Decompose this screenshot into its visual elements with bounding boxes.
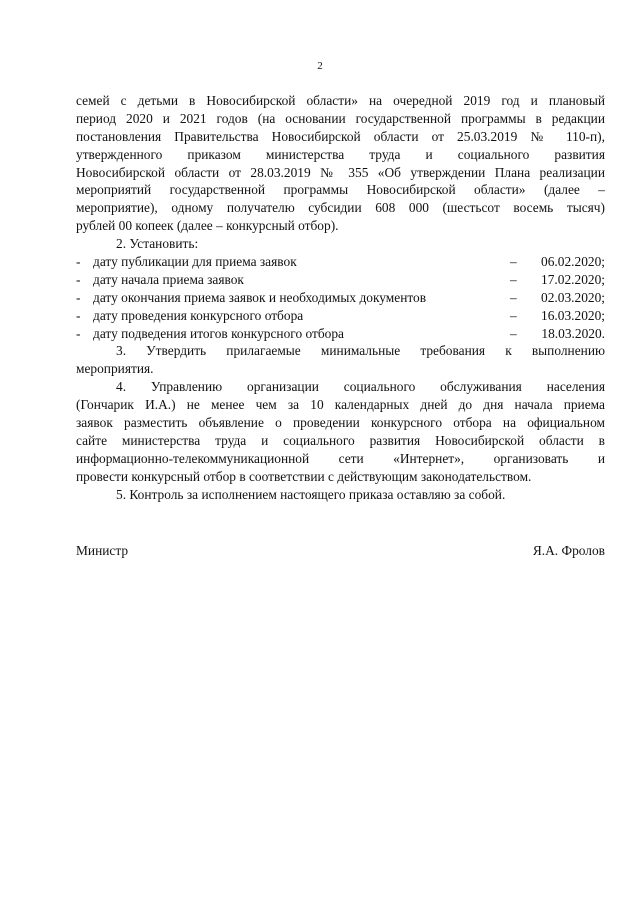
text-line: (Гончарик И.А.) не менее чем за 10 календарных дней до дня начала приема [76, 397, 605, 413]
item-3-paragraph [76, 342, 605, 378]
text-line: провести конкурсный отбор в соответствии с действующим законодательством. [76, 468, 532, 484]
text-line: семей с детьми в Новосибирской области» на очередной 2019 год и плановый [76, 93, 605, 108]
dash-separator: – [510, 271, 517, 287]
dash-separator: – [510, 307, 517, 323]
document-body [76, 92, 605, 503]
dash-bullet: - [76, 307, 81, 323]
date-row-publication [76, 253, 605, 271]
text-line: мероприятия. [76, 361, 154, 377]
text-line: сайте министерства труда и социального развития Новосибирской области в [76, 432, 605, 448]
signatory-position: Министр [76, 543, 129, 558]
dates-list [76, 253, 605, 342]
item-5-paragraph: 5. Контроль за исполнением настоящего приказа оставляю за собой. [116, 486, 506, 502]
date-row-selection [76, 307, 605, 325]
text-line: Новосибирской области от 28.03.2019 № 355 «Об утверждении Плана реализации [76, 164, 605, 180]
text-line: мероприятие), одному получателю субсидии 608 000 (шестьсот восемь тысяч) [76, 200, 605, 216]
date-row-end [76, 289, 605, 307]
date-label: дату проведения конкурсного отбора [93, 307, 304, 323]
date-value: 02.03.2020; [541, 289, 605, 305]
text-line: информационно-телекоммуникационной сети «Интернет», организовать и [76, 450, 605, 466]
text-line: 4. Управлению организации социального обслуживания населения [116, 379, 605, 395]
date-value: 18.03.2020. [541, 325, 605, 341]
date-label: дату подведения итогов конкурсного отбора [93, 325, 345, 341]
intro-paragraph [76, 92, 605, 235]
text-line: мероприятий государственной программы Новосибирской области» (далее – [76, 182, 605, 198]
date-row-results [76, 325, 605, 343]
text-line: 3. Утвердить прилагаемые минимальные требования к выполнению [116, 343, 605, 359]
signatory-name: Я.А. Фролов [532, 543, 605, 558]
text-line: постановления Правительства Новосибирской области от 25.03.2019 № 110-п), [76, 128, 605, 144]
date-value: 17.02.2020; [541, 271, 605, 287]
dash-bullet: - [76, 325, 81, 341]
text-line: рублей 00 копеек (далее – конкурсный отбор). [76, 218, 339, 234]
date-label: дату публикации для приема заявок [93, 254, 297, 270]
dash-bullet: - [76, 254, 81, 270]
date-value: 16.03.2020; [541, 307, 605, 323]
item-2-heading: 2. Установить: [116, 236, 199, 252]
text-line: заявок разместить объявление о проведении конкурсного отбора на официальном [76, 415, 605, 431]
text-line: утвержденного приказом министерства труда и социального развития [76, 146, 605, 162]
page-number: 2 [317, 60, 323, 72]
date-label: дату начала приема заявок [93, 271, 244, 287]
item-4-paragraph [76, 378, 605, 485]
dash-bullet: - [76, 271, 81, 287]
dash-bullet: - [76, 289, 81, 305]
dash-separator: – [510, 254, 517, 270]
dash-separator: – [510, 325, 517, 341]
dash-separator: – [510, 289, 517, 305]
date-label: дату окончания приема заявок и необходимых документов [93, 289, 427, 305]
text-line: период 2020 и 2021 годов (на основании государственной программы в редакции [76, 110, 605, 126]
date-value: 06.02.2020; [541, 254, 605, 270]
date-row-start [76, 271, 605, 289]
